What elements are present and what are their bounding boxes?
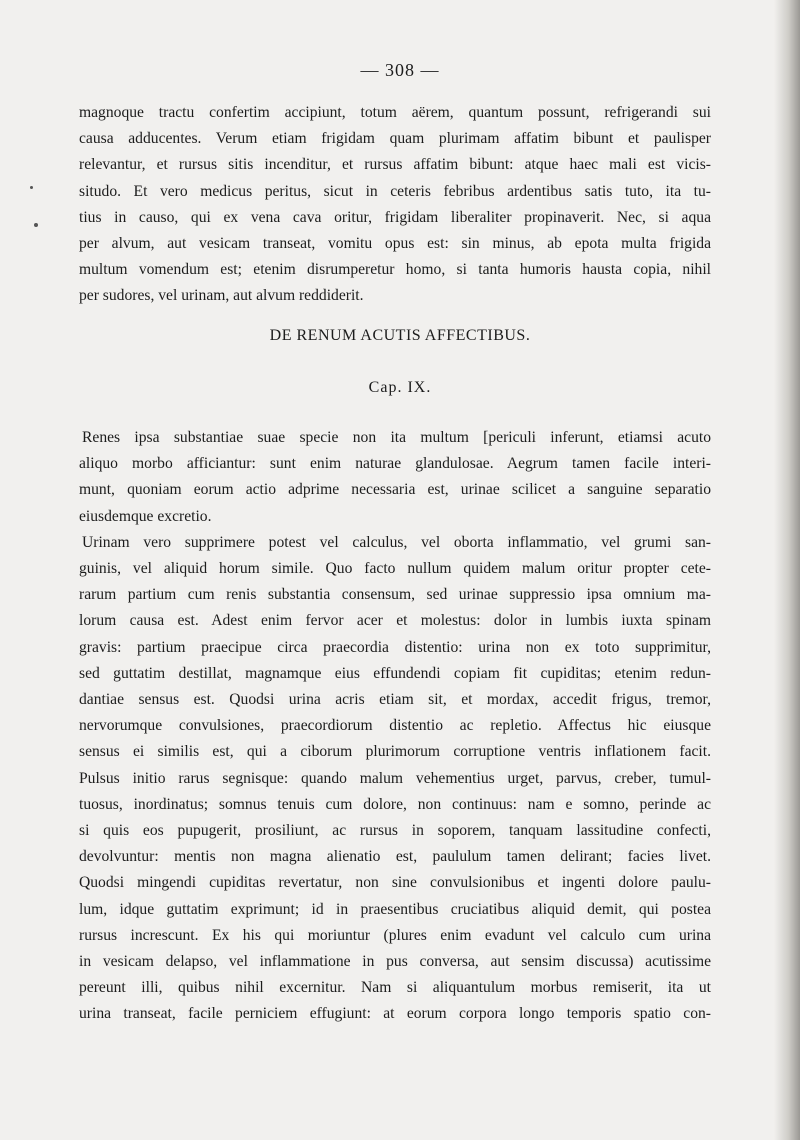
text-line: Pulsus initio rarus segnisque: quando malum vehementius urget, parvus, creber, tumul- (79, 769, 711, 787)
paragraph-block-main (79, 425, 711, 1028)
text-line: lorum causa est. Adest enim fervor acer et molestus: dolor in lumbis iuxta spinam (79, 612, 711, 630)
text-line: relevantur, et rursus sitis incenditur, et rursus affatim bibunt: atque haec mali est vicis- (79, 156, 711, 174)
text-line: per alvum, aut vesicam transeat, vomitu opus est: sin minus, ab epota multa frigida (79, 235, 711, 253)
text-line: nervorumque convulsiones, praecordiorum distentio ac repletio. Affectus hic eiusque (79, 717, 711, 735)
chapter-heading: Cap. IX. (368, 379, 432, 396)
text-line: multum vomendum est; etenim disrumperetur homo, si tanta humoris hausta copia, nihil (79, 261, 711, 279)
text-line: devolvuntur: mentis non magna alienatio est, paululum tamen delirant; facies livet. (79, 848, 711, 866)
text-line: guinis, vel aliquid horum simile. Quo facto nullum quidem malum oritur propter cete- (79, 560, 711, 578)
text-line: munt, quoniam eorum actio adprime necessaria est, urinae scilicet a sanguine separatio (79, 481, 711, 499)
text-line: causa adducentes. Verum etiam frigidam quam plurimam affatim bibunt et paulisper (79, 130, 711, 148)
text-line: Urinam vero supprimere potest vel calculus, vel oborta inflammatio, vel grumi san- (82, 533, 711, 551)
text-line: sensus ei similis est, qui a ciborum plurimorum corruptione ventris inflationem facit. (79, 743, 711, 761)
text-line: magnoque tractu confertim accipiunt, totum aërem, quantum possunt, refrigerandi sui (79, 104, 711, 121)
text-line: si quis eos pupugerit, prosiliunt, ac rursus in soporem, tanquam lassitudine confecti, (79, 822, 711, 840)
text-line: rursus increscunt. Ex his qui moriuntur (plures enim evadunt vel calculo cum urina (79, 926, 711, 944)
text-line: urina transeat, facile perniciem effugiunt: at eorum corpora longo temporis spatio con- (79, 1005, 711, 1023)
text-line: gravis: partium praecipue circa praecordia distentio: urina non ex toto supprimitur, (79, 638, 711, 656)
margin-dot-mark (34, 223, 38, 227)
text-line: Quodsi mingendi cupiditas revertatur, non sine convulsionibus et ingenti dolore paulu- (79, 874, 711, 892)
page-number: — 308 — (360, 60, 440, 80)
text-line: per sudores, vel urinam, aut alvum reddiderit. (79, 287, 364, 305)
text-line: sed guttatim destillat, magnamque eius effundendi copiam fit cupiditas; etenim redun- (79, 664, 711, 682)
text-line: tius in causo, qui ex vena cava oritur, frigidam liberaliter propinaverit. Nec, si aqua (79, 208, 711, 226)
section-heading: DE RENUM ACUTIS AFFECTIBUS. (269, 327, 531, 344)
text-line: dantiae sensus est. Quodsi urina acris etiam sit, et mordax, accedit frigus, tremor, (79, 691, 711, 709)
text-line: tuosus, inordinatus; somnus tenuis cum dolore, non continuus: nam e somno, perinde ac (79, 795, 711, 813)
margin-dot-mark (30, 186, 33, 189)
text-line: rarum partium cum renis substantia consensum, sed urinae suppressio ipsa omnium ma- (79, 586, 711, 604)
scan-page-edge-shadow (774, 0, 800, 1140)
text-line: in vesicam delapso, vel inflammatione in pus conversa, aut sensim discussa) acutissime (79, 953, 711, 971)
text-line: pereunt illi, quibus nihil excernitur. Nam si aliquantulum morbus remiserit, ita ut (79, 979, 711, 997)
text-line: eiusdemque excretio. (79, 507, 212, 525)
paragraph-block-top (79, 100, 711, 310)
text-line: lum, idque guttatim exprimunt; id in praesentibus cruciatibus aliquid demit, qui postea (79, 900, 711, 918)
text-line: situdo. Et vero medicus peritus, sicut in ceteris febribus ardentibus satis tuto, ita tu- (79, 182, 711, 200)
text-line: Renes ipsa substantiae suae specie non ita multum [periculi inferunt, etiamsi acuto (82, 429, 711, 446)
text-line: aliquo morbo afficiantur: sunt enim naturae glandulosae. Aegrum tamen facile interi- (79, 455, 711, 473)
